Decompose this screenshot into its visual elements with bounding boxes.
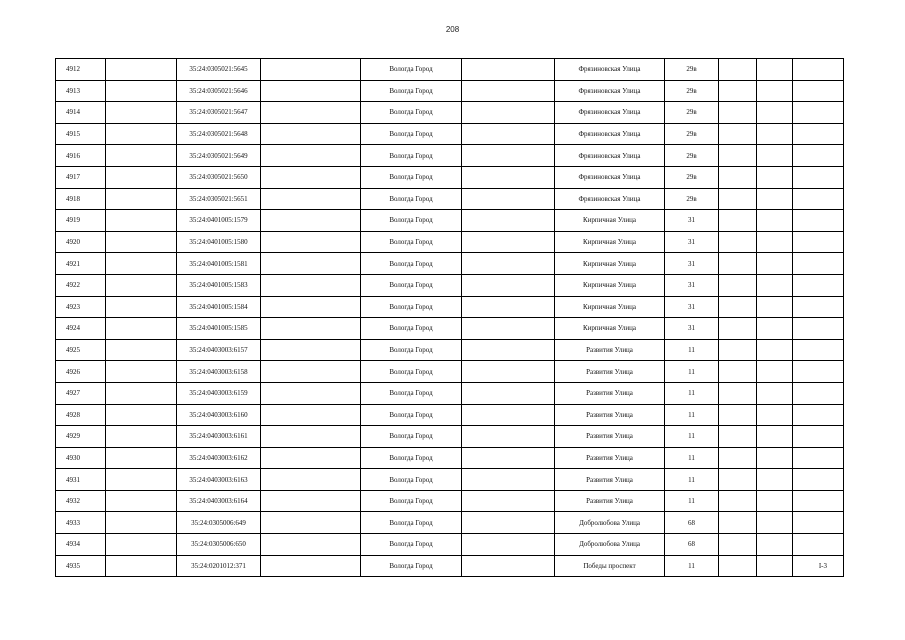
empty-cell [106, 426, 177, 448]
table-row [56, 490, 844, 512]
empty-cell [757, 512, 793, 534]
empty-cell [719, 145, 757, 167]
empty-cell [462, 80, 555, 102]
house-number-cell: 29в [665, 123, 719, 145]
cadastral-number-cell: 35:24:0201012:371 [177, 555, 261, 577]
table-row [56, 404, 844, 426]
empty-cell [719, 447, 757, 469]
city-cell: Вологда Город [361, 210, 462, 232]
empty-cell [462, 318, 555, 340]
note-cell [793, 382, 844, 404]
empty-cell [261, 231, 361, 253]
empty-cell [757, 274, 793, 296]
empty-cell [757, 534, 793, 556]
city-cell: Вологда Город [361, 80, 462, 102]
empty-cell [719, 296, 757, 318]
row-number-cell: 4930 [56, 447, 106, 469]
note-cell [793, 512, 844, 534]
empty-cell [261, 382, 361, 404]
empty-cell [106, 512, 177, 534]
row-number-cell: 4929 [56, 426, 106, 448]
empty-cell [462, 469, 555, 491]
note-cell [793, 253, 844, 275]
street-cell: Кирпичная Улица [555, 253, 665, 275]
empty-cell [719, 274, 757, 296]
row-number-cell: 4919 [56, 210, 106, 232]
empty-cell [757, 102, 793, 124]
empty-cell [462, 339, 555, 361]
empty-cell [261, 555, 361, 577]
row-number-cell: 4935 [56, 555, 106, 577]
empty-cell [261, 166, 361, 188]
empty-cell [462, 274, 555, 296]
note-cell [793, 447, 844, 469]
house-number-cell: 29в [665, 145, 719, 167]
house-number-cell: 31 [665, 318, 719, 340]
house-number-cell: 31 [665, 231, 719, 253]
cadastral-number-cell: 35:24:0403003:6163 [177, 469, 261, 491]
row-number-cell: 4912 [56, 59, 106, 81]
house-number-cell: 31 [665, 210, 719, 232]
cadastral-number-cell: 35:24:0305006:649 [177, 512, 261, 534]
note-cell: I-3 [793, 555, 844, 577]
table-row [56, 231, 844, 253]
house-number-cell: 68 [665, 534, 719, 556]
street-cell: Развития Улица [555, 426, 665, 448]
house-number-cell: 29в [665, 166, 719, 188]
cadastral-number-cell: 35:24:0403003:6159 [177, 382, 261, 404]
street-cell: Кирпичная Улица [555, 296, 665, 318]
cadastral-number-cell: 35:24:0403003:6160 [177, 404, 261, 426]
street-cell: Фрязиновская Улица [555, 166, 665, 188]
street-cell: Фрязиновская Улица [555, 80, 665, 102]
street-cell: Кирпичная Улица [555, 231, 665, 253]
empty-cell [757, 426, 793, 448]
house-number-cell: 29в [665, 188, 719, 210]
empty-cell [719, 210, 757, 232]
cadastral-number-cell: 35:24:0401005:1585 [177, 318, 261, 340]
empty-cell [106, 188, 177, 210]
table-row [56, 80, 844, 102]
empty-cell [261, 59, 361, 81]
city-cell: Вологда Город [361, 318, 462, 340]
row-number-cell: 4921 [56, 253, 106, 275]
house-number-cell: 31 [665, 296, 719, 318]
table-row [56, 426, 844, 448]
row-number-cell: 4933 [56, 512, 106, 534]
empty-cell [757, 188, 793, 210]
empty-cell [462, 102, 555, 124]
empty-cell [106, 166, 177, 188]
empty-cell [462, 210, 555, 232]
empty-cell [719, 490, 757, 512]
row-number-cell: 4913 [56, 80, 106, 102]
empty-cell [106, 145, 177, 167]
empty-cell [757, 59, 793, 81]
cadastral-number-cell: 35:24:0403003:6158 [177, 361, 261, 383]
empty-cell [106, 274, 177, 296]
city-cell: Вологда Город [361, 469, 462, 491]
note-cell [793, 231, 844, 253]
empty-cell [462, 296, 555, 318]
table-row [56, 361, 844, 383]
house-number-cell: 11 [665, 490, 719, 512]
cadastral-number-cell: 35:24:0305021:5646 [177, 80, 261, 102]
empty-cell [106, 253, 177, 275]
table-row [56, 296, 844, 318]
cadastral-number-cell: 35:24:0305021:5647 [177, 102, 261, 124]
empty-cell [719, 123, 757, 145]
empty-cell [462, 447, 555, 469]
note-cell [793, 469, 844, 491]
row-number-cell: 4932 [56, 490, 106, 512]
cadastral-number-cell: 35:24:0401005:1579 [177, 210, 261, 232]
house-number-cell: 11 [665, 447, 719, 469]
city-cell: Вологда Город [361, 102, 462, 124]
city-cell: Вологда Город [361, 426, 462, 448]
row-number-cell: 4914 [56, 102, 106, 124]
empty-cell [719, 166, 757, 188]
empty-cell [261, 274, 361, 296]
empty-cell [106, 490, 177, 512]
empty-cell [462, 426, 555, 448]
house-number-cell: 11 [665, 469, 719, 491]
table-row [56, 447, 844, 469]
house-number-cell: 11 [665, 404, 719, 426]
empty-cell [719, 361, 757, 383]
cadastral-number-cell: 35:24:0403003:6161 [177, 426, 261, 448]
street-cell: Кирпичная Улица [555, 210, 665, 232]
note-cell [793, 296, 844, 318]
empty-cell [462, 59, 555, 81]
city-cell: Вологда Город [361, 382, 462, 404]
empty-cell [757, 469, 793, 491]
street-cell: Кирпичная Улица [555, 274, 665, 296]
table-row [56, 210, 844, 232]
empty-cell [261, 318, 361, 340]
cadastral-number-cell: 35:24:0305006:650 [177, 534, 261, 556]
empty-cell [757, 231, 793, 253]
house-number-cell: 11 [665, 361, 719, 383]
empty-cell [719, 253, 757, 275]
city-cell: Вологда Город [361, 231, 462, 253]
note-cell [793, 318, 844, 340]
registry-table [55, 58, 844, 577]
street-cell: Развития Улица [555, 382, 665, 404]
note-cell [793, 80, 844, 102]
note-cell [793, 426, 844, 448]
empty-cell [719, 404, 757, 426]
city-cell: Вологда Город [361, 166, 462, 188]
empty-cell [757, 447, 793, 469]
empty-cell [462, 404, 555, 426]
empty-cell [106, 231, 177, 253]
row-number-cell: 4917 [56, 166, 106, 188]
city-cell: Вологда Город [361, 361, 462, 383]
empty-cell [462, 382, 555, 404]
empty-cell [462, 512, 555, 534]
cadastral-number-cell: 35:24:0305021:5649 [177, 145, 261, 167]
empty-cell [462, 145, 555, 167]
row-number-cell: 4924 [56, 318, 106, 340]
city-cell: Вологда Город [361, 512, 462, 534]
table-row [56, 59, 844, 81]
table-row [56, 339, 844, 361]
row-number-cell: 4922 [56, 274, 106, 296]
street-cell: Развития Улица [555, 339, 665, 361]
empty-cell [261, 426, 361, 448]
note-cell [793, 534, 844, 556]
empty-cell [757, 361, 793, 383]
empty-cell [462, 253, 555, 275]
empty-cell [462, 188, 555, 210]
empty-cell [106, 469, 177, 491]
empty-cell [719, 426, 757, 448]
city-cell: Вологда Город [361, 274, 462, 296]
city-cell: Вологда Город [361, 447, 462, 469]
empty-cell [757, 253, 793, 275]
row-number-cell: 4926 [56, 361, 106, 383]
empty-cell [757, 404, 793, 426]
empty-cell [462, 534, 555, 556]
empty-cell [106, 361, 177, 383]
empty-cell [719, 382, 757, 404]
empty-cell [106, 404, 177, 426]
empty-cell [106, 339, 177, 361]
note-cell [793, 361, 844, 383]
table-row [56, 318, 844, 340]
empty-cell [719, 231, 757, 253]
empty-cell [261, 469, 361, 491]
empty-cell [719, 102, 757, 124]
table-row [56, 123, 844, 145]
table-row [56, 469, 844, 491]
empty-cell [106, 59, 177, 81]
empty-cell [261, 210, 361, 232]
street-cell: Добролюбова Улица [555, 512, 665, 534]
house-number-cell: 29в [665, 102, 719, 124]
empty-cell [261, 296, 361, 318]
cadastral-number-cell: 35:24:0305021:5651 [177, 188, 261, 210]
empty-cell [261, 123, 361, 145]
street-cell: Кирпичная Улица [555, 318, 665, 340]
table-row [56, 188, 844, 210]
empty-cell [106, 555, 177, 577]
house-number-cell: 11 [665, 555, 719, 577]
table-row [56, 512, 844, 534]
row-number-cell: 4931 [56, 469, 106, 491]
empty-cell [719, 555, 757, 577]
cadastral-number-cell: 35:24:0401005:1583 [177, 274, 261, 296]
street-cell: Развития Улица [555, 404, 665, 426]
empty-cell [106, 534, 177, 556]
page-number: 208 [445, 25, 460, 34]
note-cell [793, 145, 844, 167]
street-cell: Фрязиновская Улица [555, 188, 665, 210]
empty-cell [719, 469, 757, 491]
city-cell: Вологда Город [361, 123, 462, 145]
empty-cell [757, 80, 793, 102]
city-cell: Вологда Город [361, 296, 462, 318]
note-cell [793, 274, 844, 296]
empty-cell [261, 447, 361, 469]
empty-cell [757, 145, 793, 167]
empty-cell [261, 512, 361, 534]
note-cell [793, 490, 844, 512]
cadastral-number-cell: 35:24:0305021:5648 [177, 123, 261, 145]
city-cell: Вологда Город [361, 404, 462, 426]
empty-cell [719, 188, 757, 210]
empty-cell [719, 534, 757, 556]
empty-cell [106, 80, 177, 102]
table-row [56, 534, 844, 556]
note-cell [793, 59, 844, 81]
street-cell: Фрязиновская Улица [555, 145, 665, 167]
city-cell: Вологда Город [361, 339, 462, 361]
empty-cell [261, 253, 361, 275]
table-row [56, 102, 844, 124]
house-number-cell: 11 [665, 339, 719, 361]
note-cell [793, 188, 844, 210]
empty-cell [757, 296, 793, 318]
empty-cell [261, 490, 361, 512]
house-number-cell: 29в [665, 59, 719, 81]
empty-cell [106, 382, 177, 404]
empty-cell [757, 339, 793, 361]
cadastral-number-cell: 35:24:0401005:1584 [177, 296, 261, 318]
empty-cell [719, 318, 757, 340]
row-number-cell: 4923 [56, 296, 106, 318]
table-row [56, 166, 844, 188]
note-cell [793, 102, 844, 124]
street-cell: Победы проспект [555, 555, 665, 577]
row-number-cell: 4934 [56, 534, 106, 556]
table-row [56, 382, 844, 404]
empty-cell [261, 188, 361, 210]
row-number-cell: 4916 [56, 145, 106, 167]
empty-cell [261, 534, 361, 556]
note-cell [793, 123, 844, 145]
row-number-cell: 4925 [56, 339, 106, 361]
city-cell: Вологда Город [361, 59, 462, 81]
house-number-cell: 11 [665, 426, 719, 448]
cadastral-number-cell: 35:24:0403003:6157 [177, 339, 261, 361]
city-cell: Вологда Город [361, 145, 462, 167]
empty-cell [757, 210, 793, 232]
empty-cell [261, 102, 361, 124]
house-number-cell: 68 [665, 512, 719, 534]
empty-cell [462, 166, 555, 188]
empty-cell [719, 59, 757, 81]
street-cell: Развития Улица [555, 490, 665, 512]
registry-table-body [56, 59, 844, 577]
empty-cell [757, 318, 793, 340]
city-cell: Вологда Город [361, 490, 462, 512]
house-number-cell: 29в [665, 80, 719, 102]
table-row [56, 274, 844, 296]
house-number-cell: 11 [665, 382, 719, 404]
street-cell: Развития Улица [555, 447, 665, 469]
empty-cell [757, 166, 793, 188]
street-cell: Развития Улица [555, 469, 665, 491]
house-number-cell: 31 [665, 274, 719, 296]
note-cell [793, 339, 844, 361]
empty-cell [719, 512, 757, 534]
empty-cell [261, 361, 361, 383]
empty-cell [757, 123, 793, 145]
empty-cell [719, 80, 757, 102]
empty-cell [757, 490, 793, 512]
empty-cell [462, 555, 555, 577]
empty-cell [462, 231, 555, 253]
empty-cell [261, 339, 361, 361]
row-number-cell: 4918 [56, 188, 106, 210]
street-cell: Фрязиновская Улица [555, 123, 665, 145]
empty-cell [261, 404, 361, 426]
row-number-cell: 4915 [56, 123, 106, 145]
street-cell: Фрязиновская Улица [555, 59, 665, 81]
empty-cell [106, 447, 177, 469]
cadastral-number-cell: 35:24:0401005:1581 [177, 253, 261, 275]
street-cell: Добролюбова Улица [555, 534, 665, 556]
note-cell [793, 404, 844, 426]
cadastral-number-cell: 35:24:0403003:6162 [177, 447, 261, 469]
empty-cell [261, 145, 361, 167]
empty-cell [462, 361, 555, 383]
street-cell: Развития Улица [555, 361, 665, 383]
row-number-cell: 4920 [56, 231, 106, 253]
empty-cell [462, 490, 555, 512]
city-cell: Вологда Город [361, 253, 462, 275]
table-row [56, 145, 844, 167]
empty-cell [106, 318, 177, 340]
cadastral-number-cell: 35:24:0401005:1580 [177, 231, 261, 253]
row-number-cell: 4927 [56, 382, 106, 404]
empty-cell [757, 555, 793, 577]
table-row [56, 253, 844, 275]
empty-cell [261, 80, 361, 102]
empty-cell [106, 123, 177, 145]
city-cell: Вологда Город [361, 534, 462, 556]
city-cell: Вологда Город [361, 188, 462, 210]
row-number-cell: 4928 [56, 404, 106, 426]
cadastral-number-cell: 35:24:0305021:5650 [177, 166, 261, 188]
empty-cell [757, 382, 793, 404]
cadastral-number-cell: 35:24:0305021:5645 [177, 59, 261, 81]
empty-cell [719, 339, 757, 361]
note-cell [793, 166, 844, 188]
empty-cell [106, 296, 177, 318]
house-number-cell: 31 [665, 253, 719, 275]
note-cell [793, 210, 844, 232]
empty-cell [106, 210, 177, 232]
cadastral-number-cell: 35:24:0403003:6164 [177, 490, 261, 512]
empty-cell [462, 123, 555, 145]
empty-cell [106, 102, 177, 124]
city-cell: Вологда Город [361, 555, 462, 577]
table-row [56, 555, 844, 577]
street-cell: Фрязиновская Улица [555, 102, 665, 124]
